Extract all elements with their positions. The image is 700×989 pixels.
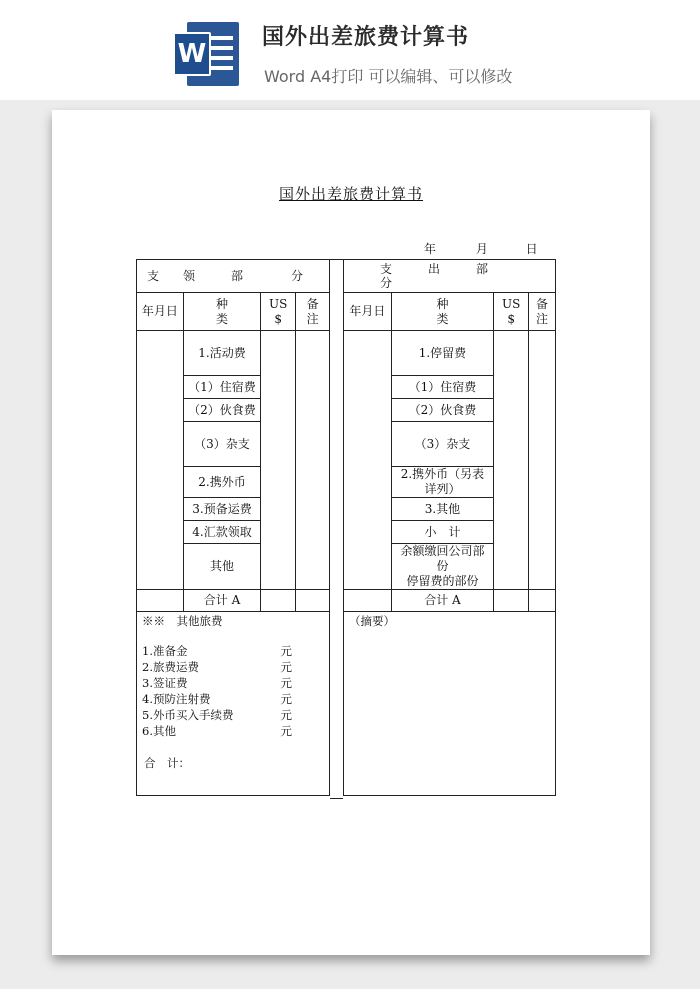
left-item: 2.携外币: [183, 467, 261, 498]
left-note-cell: [296, 331, 330, 590]
left-item: 其他: [183, 544, 261, 590]
date-day: 日: [525, 242, 538, 256]
right-col-kind: 种 类: [391, 293, 493, 331]
right-col-date: 年月日: [344, 293, 392, 331]
date-line: [424, 240, 538, 257]
other-sum-label: 合 计：: [144, 756, 190, 771]
right-total-label: 合计 A: [391, 590, 493, 612]
left-item: （1）住宿费: [183, 376, 261, 399]
right-item: 3.其他: [391, 498, 493, 521]
other-item-unit: 元: [280, 644, 292, 659]
right-col-us: US $: [494, 293, 529, 331]
other-item-label: 3.签证费: [142, 676, 188, 691]
other-item-label: 4.预防注射费: [142, 692, 211, 707]
left-total-label: 合计 A: [183, 590, 261, 612]
left-total-us: [261, 590, 296, 612]
right-total-blank: [344, 590, 392, 612]
right-date-cell: [344, 331, 392, 590]
left-col-us: US $: [261, 293, 296, 331]
other-item-unit: 元: [280, 676, 292, 691]
left-col-note: 备 注: [296, 293, 330, 331]
table-divider: [330, 259, 343, 799]
right-us-cell: [494, 331, 529, 590]
left-item: 1.活动费: [183, 331, 261, 376]
left-section-header: 支 领 部 分: [137, 260, 330, 293]
left-date-cell: [137, 331, 184, 590]
date-month: 月: [475, 242, 488, 256]
right-item: （2）伙食费: [391, 399, 493, 422]
left-item: （2）伙食费: [183, 399, 261, 422]
right-item: 小 计: [391, 521, 493, 544]
left-item: 4.汇款领取: [183, 521, 261, 544]
other-item-label: 1.准备金: [142, 644, 188, 659]
expenditure-table: [343, 259, 556, 796]
left-item: （3）杂支: [183, 422, 261, 467]
right-col-note: 备 注: [529, 293, 556, 331]
other-item-label: 5.外币买入手续费: [142, 708, 234, 723]
left-col-kind: 种 类: [183, 293, 261, 331]
date-year: 年: [424, 242, 437, 256]
other-expenses-block: [137, 612, 330, 796]
other-item-label: 6.其他: [142, 724, 176, 739]
receipt-table: [136, 259, 330, 796]
left-total-blank: [137, 590, 184, 612]
other-item-label: 2.旅费运费: [142, 660, 199, 675]
right-total-note: [529, 590, 556, 612]
document-page: [52, 110, 650, 955]
right-section-header: 支 出 部 分: [344, 260, 556, 293]
left-us-cell: [261, 331, 296, 590]
right-item: 2.携外币（另表详列）: [391, 467, 493, 498]
document-header: [0, 0, 700, 100]
other-item-unit: 元: [280, 692, 292, 707]
other-item-unit: 元: [280, 708, 292, 723]
right-note-cell: [529, 331, 556, 590]
summary-block: [344, 612, 556, 796]
header-subtitle: Word A4打印 可以编辑、可以修改: [264, 67, 513, 86]
other-expenses-title: ※※ 其他旅费: [142, 614, 223, 628]
right-item: （3）杂支: [391, 422, 493, 467]
right-item: 余额缴回公司部份 停留费的部份: [391, 544, 493, 590]
word-document-icon: [173, 22, 239, 86]
left-col-date: 年月日: [137, 293, 184, 331]
right-item: 1.停留费: [391, 331, 493, 376]
other-item-unit: 元: [280, 660, 292, 675]
other-item-unit: 元: [280, 724, 292, 739]
summary-label: （摘要）: [349, 614, 395, 628]
left-item: 3.预备运费: [183, 498, 261, 521]
left-total-note: [296, 590, 330, 612]
right-item: （1）住宿费: [391, 376, 493, 399]
document-title: 国外出差旅费计算书: [278, 185, 423, 203]
word-badge: W: [173, 32, 211, 76]
header-title: 国外出差旅费计算书: [262, 25, 470, 50]
right-total-us: [494, 590, 529, 612]
